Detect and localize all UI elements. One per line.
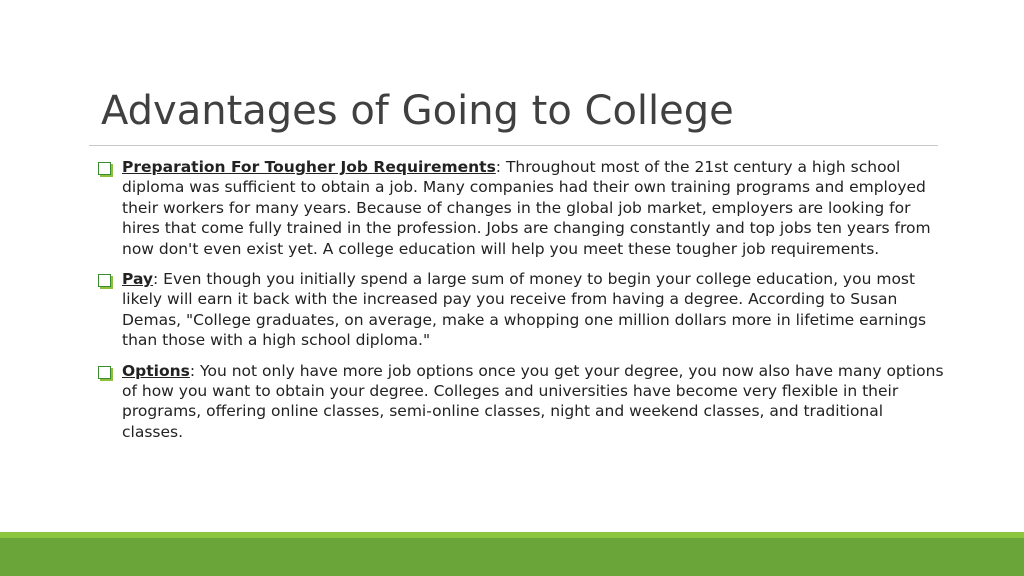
slide-title: Advantages of Going to College [101,88,734,134]
bullet-text: : Throughout most of the 21st century a high school diploma was sufficient to obtain a job. Many companies had their own training programs and employed their workers for many years. Because of changes in the global job market, employers are looking for hires that come fully trained in the profession. Jobs are changing constantly and top jobs ten years from now don't even exist yet. A college education will help you meet these tougher job requirements. [122,158,931,258]
checkbox-bullet-icon [98,274,111,287]
footer-band [0,538,1024,576]
bullet-heading: Options [122,361,190,380]
bullet-item-options [96,361,946,443]
bullet-text: : Even though you initially spend a large sum of money to begin your college education, you most likely will earn it back with the increased pay you receive from having a degree. According to Susan Demas, "College graduates, on average, make a whopping one million dollars more in lifetime earnings than those with a high school diploma." [122,270,927,350]
bullet-item-job-requirements [96,157,946,259]
bullet-text: : You not only have more job options once you get your degree, you now also have many options of how you want to obtain your degree. Colleges and universities have become very flexible in their programs, offering online classes, semi-online classes, night and weekend classes, and traditional classes. [122,361,944,441]
title-divider [89,145,938,146]
bullet-heading: Preparation For Tougher Job Requirements [122,158,496,176]
bullet-item-pay [96,269,946,351]
bullet-list [96,157,946,452]
bullet-heading: Pay [122,270,154,289]
checkbox-bullet-icon [98,162,111,175]
checkbox-bullet-icon [98,366,111,379]
